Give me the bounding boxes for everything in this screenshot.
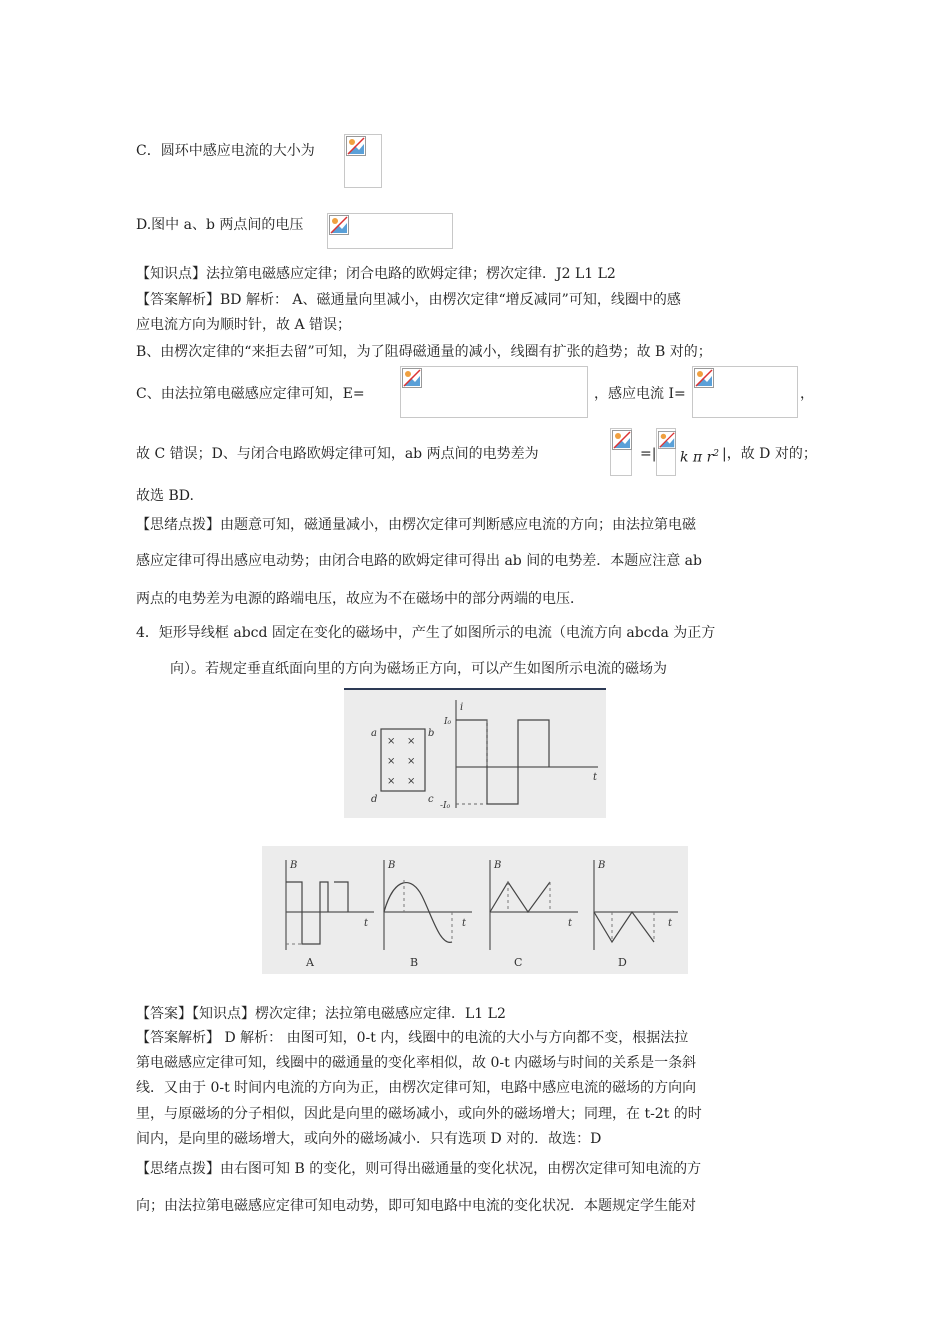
axis-t-label: t: [462, 918, 467, 929]
field-cross: ×: [387, 736, 396, 747]
question-4-line2: 向）。若规定垂直纸面向里的方向为磁场正方向，可以产生如图所示电流的磁场为: [170, 661, 667, 677]
broken-image-icon: [612, 430, 632, 450]
axis-b-label: B: [598, 860, 606, 871]
option-b-graph: [384, 860, 472, 969]
k-pi-r-squared: [680, 445, 719, 467]
tip-2-line1: 【思绪点拨】由右图可知 B 的变化，则可得出磁通量的变化状况，由楞次定律可知电流的方: [136, 1161, 702, 1177]
option-d-conclusion: |，故 D 对的；: [722, 446, 817, 462]
field-cross: ×: [387, 776, 396, 787]
current-waveform: [456, 720, 549, 804]
formula-image-placeholder: [344, 134, 382, 188]
neg-i0-label: -I₀: [440, 801, 451, 811]
axis-i-label: i: [460, 702, 464, 713]
answer-analysis-1-line2: 应电流方向为顺时针，故 A 错误；: [136, 317, 352, 333]
k-pi-r: k π r: [680, 449, 714, 466]
figure-options: [262, 846, 688, 974]
answer-analysis-1-line5: 故 C 错误；D、与闭合电路欧姆定律可知，ab 两点间的电势差为: [136, 446, 539, 462]
option-c-graph: [490, 860, 578, 969]
broken-image-icon: [402, 368, 422, 388]
corner-d-label: d: [371, 794, 378, 805]
i0-label: I₀: [444, 717, 452, 727]
corner-c-label: c: [428, 794, 434, 805]
question-4-line1: 4．矩形导线框 abcd 固定在变化的磁场中，产生了如图所示的电流（电流方向 abcda 为正方: [136, 625, 716, 641]
corner-b-label: b: [428, 728, 435, 739]
option-d-label: D: [618, 956, 627, 969]
axis-t-label: t: [593, 772, 598, 783]
fraction-formula-image: [656, 428, 676, 476]
axis-t-label: t: [364, 918, 369, 929]
option-a-label: A: [306, 956, 314, 969]
broken-image-icon: [346, 136, 366, 156]
emf-formula-image: [400, 366, 588, 418]
choice-bd: 故选 BD.: [136, 488, 194, 504]
field-cross: ×: [407, 776, 416, 787]
figure-current-svg: [344, 690, 606, 818]
answer-analysis-2-line2: 第电磁感应定律可知，线圈中的磁通量的变化率相似，故 0-t 内磁场与时间的关系是一条斜: [136, 1055, 697, 1071]
answer-analysis-2-line3: 线．又由于 0-t 时间内电流的方向为正，由楞次定律可知，电路中感应电流的磁场的方向向: [136, 1080, 697, 1096]
knowledge-point-1: 【知识点】法拉第电磁感应定律；闭合电路的欧姆定律；楞次定律．J2 L1 L2: [136, 266, 616, 282]
axis-b-label: B: [290, 860, 298, 871]
answer-analysis-2-line1: 【答案解析】 D 解析： 由图可知，0-t 内，线圈中的电流的大小与方向都不变，根据法拉: [136, 1030, 689, 1046]
figure-options-svg: [262, 846, 688, 974]
tip-2-line2: 向；由法拉第电磁感应定律可知电动势，即可知电路中电流的变化状况．本题规定学生能对: [136, 1198, 696, 1214]
option-c-text: C．圆环中感应电流的大小为: [136, 143, 315, 159]
option-c-label: C: [514, 956, 523, 969]
answer-analysis-1-line3: B、由楞次定律的“来拒去留”可知，为了阻碍磁通量的减小，线圈有扩张的趋势；故 B 对的；: [136, 344, 712, 360]
emf-formula-prefix: C、由法拉第电磁感应定律可知，E=: [136, 386, 365, 402]
field-cross: ×: [407, 736, 416, 747]
answer-analysis-2-line5: 间内，是向里的磁场增大，或向外的磁场减小．只有选项 D 对的．故选：D: [136, 1131, 602, 1147]
answer-analysis-2-line4: 里，与原磁场的分子相似，因此是向里的磁场减小，或向外的磁场增大；同理，在 t-2t 的时: [136, 1106, 702, 1122]
option-d-text: D.图中 a、b 两点间的电压: [136, 217, 304, 233]
tip-1-line3: 两点的电势差为电源的路端电压，故应为不在磁场中的部分两端的电压．: [136, 591, 584, 607]
axis-t-label: t: [668, 918, 673, 929]
option-a-graph: [286, 860, 374, 969]
current-formula-image: [692, 366, 798, 418]
broken-image-icon: [658, 430, 676, 450]
current-formula-prefix: ，感应电流 I=: [594, 386, 686, 402]
exponent: 2: [713, 449, 720, 459]
formula-image-placeholder: [327, 213, 453, 249]
comma: ，: [800, 386, 814, 402]
option-d-graph: [594, 860, 678, 969]
corner-a-label: a: [371, 728, 377, 739]
axis-b-label: B: [388, 860, 396, 871]
field-cross: ×: [387, 756, 396, 767]
field-cross: ×: [407, 756, 416, 767]
axis-b-label: B: [494, 860, 502, 871]
tip-1-line2: 感应定律可得出感应电动势；由闭合电路的欧姆定律可得出 ab 间的电势差．本题应注意 ab: [136, 553, 702, 569]
answer-2-header: 【答案】【知识点】楞次定律；法拉第电磁感应定律．L1 L2: [136, 1006, 506, 1022]
broken-image-icon: [329, 215, 349, 235]
voltage-formula-image: [610, 428, 632, 476]
equals-abs: =|: [640, 446, 657, 462]
option-b-label: B: [410, 956, 419, 969]
tip-1-line1: 【思绪点拨】由题意可知，磁通量减小，由楞次定律可判断感应电流的方向；由法拉第电磁: [136, 517, 696, 533]
broken-image-icon: [694, 368, 714, 388]
answer-analysis-1-line1: 【答案解析】BD 解析： A、磁通量向里减小，由楞次定律“增反减同”可知，线圈中的感: [136, 292, 681, 308]
figure-current-graph: [344, 688, 606, 818]
answer-analysis-1-line4: [136, 385, 365, 403]
axis-t-label: t: [568, 918, 573, 929]
